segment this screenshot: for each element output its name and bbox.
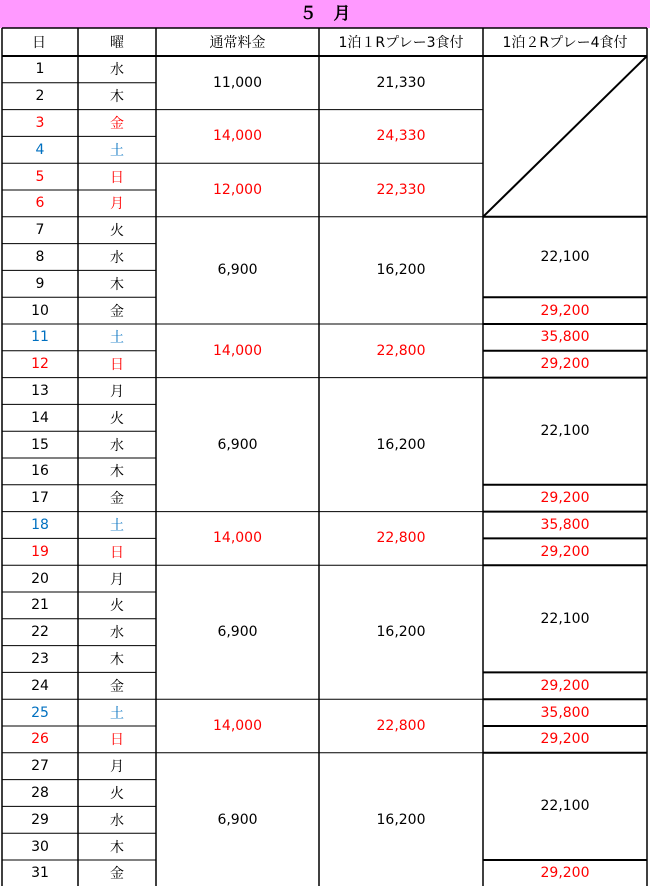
day-cell: 9 (35, 275, 45, 292)
plan-2r-cell: 29,200 (540, 302, 590, 319)
regular-fee-cell: 14,000 (213, 717, 262, 734)
header-weekday: 曜 (110, 35, 124, 51)
day-cell: 12 (31, 356, 49, 373)
day-cell: 15 (31, 436, 49, 453)
plan-2r-cell: 29,200 (540, 677, 590, 694)
day-cell: 18 (31, 516, 49, 533)
day-cell: 11 (31, 329, 49, 346)
weekday-cell: 土 (110, 330, 124, 347)
weekday-cell: 金 (110, 866, 124, 883)
day-cell: 3 (35, 114, 45, 131)
day-cell: 17 (31, 490, 49, 507)
plan-2r-cell: 22,100 (540, 610, 590, 627)
header-plan-2r: 1泊２Rプレー4食付 (502, 35, 628, 51)
plan-1r-cell: 22,330 (376, 181, 426, 198)
weekday-cell: 月 (110, 383, 124, 400)
not-available-cell (483, 56, 647, 217)
day-cell: 4 (35, 141, 45, 158)
day-cell: 25 (31, 704, 49, 721)
day-cell: 14 (31, 409, 49, 426)
day-cell: 24 (31, 677, 49, 694)
plan-2r-cell: 22,100 (540, 423, 590, 440)
weekday-cell: 月 (110, 759, 124, 776)
weekday-cell: 土 (110, 142, 124, 159)
day-cell: 30 (31, 838, 49, 855)
weekday-cell: 月 (110, 196, 124, 213)
weekday-cell: 木 (110, 839, 124, 856)
plan-1r-cell: 22,800 (376, 530, 426, 547)
day-cell: 22 (31, 624, 49, 641)
day-cell: 28 (31, 784, 49, 801)
weekday-cell: 金 (110, 115, 124, 132)
plan-2r-cell: 35,800 (540, 329, 590, 346)
plan-1r-cell: 16,200 (376, 811, 426, 828)
plan-1r-cell: 21,330 (376, 74, 426, 91)
weekday-cell: 金 (110, 491, 124, 508)
weekday-cell: 水 (110, 437, 124, 454)
plan-1r-cell: 16,200 (376, 262, 426, 279)
weekday-cell: 火 (110, 598, 124, 615)
weekday-cell: 木 (110, 651, 124, 668)
month-title: ５ 月 (0, 0, 650, 28)
weekday-cell: 金 (110, 303, 124, 320)
day-cell: 27 (31, 758, 49, 775)
header-day: 日 (32, 35, 46, 51)
weekday-cell: 木 (110, 276, 124, 293)
weekday-cell: 日 (110, 732, 124, 749)
plan-1r-cell: 22,800 (376, 717, 426, 734)
day-cell: 1 (35, 61, 45, 78)
regular-fee-cell: 6,900 (217, 811, 258, 828)
weekday-cell: 水 (110, 625, 124, 642)
weekday-cell: 火 (110, 785, 124, 802)
day-cell: 26 (31, 731, 49, 748)
day-cell: 23 (31, 650, 49, 667)
weekday-cell: 木 (110, 464, 124, 481)
plan-2r-cell: 29,200 (540, 356, 590, 373)
day-cell: 16 (31, 463, 49, 480)
day-cell: 31 (31, 865, 49, 882)
plan-2r-cell: 22,100 (540, 798, 590, 815)
weekday-cell: 火 (110, 223, 124, 240)
weekday-cell: 水 (110, 249, 124, 266)
day-cell: 19 (31, 543, 49, 560)
weekday-cell: 土 (110, 517, 124, 534)
weekday-cell: 水 (110, 812, 124, 829)
plan-1r-cell: 24,330 (376, 128, 426, 145)
weekday-cell: 月 (110, 571, 124, 588)
day-cell: 10 (31, 302, 49, 319)
plan-2r-cell: 29,200 (540, 490, 590, 507)
weekday-cell: 日 (110, 544, 124, 561)
day-cell: 21 (31, 597, 49, 614)
weekday-cell: 水 (110, 62, 124, 79)
weekday-cell: 金 (110, 678, 124, 695)
day-cell: 7 (35, 222, 45, 239)
day-cell: 8 (35, 248, 45, 265)
plan-2r-cell: 35,800 (540, 516, 590, 533)
regular-fee-cell: 12,000 (213, 181, 262, 198)
day-cell: 2 (35, 88, 45, 105)
plan-2r-cell: 35,800 (540, 704, 590, 721)
regular-fee-cell: 6,900 (217, 624, 258, 641)
regular-fee-cell: 14,000 (213, 342, 262, 359)
plan-2r-cell: 29,200 (540, 865, 590, 882)
regular-fee-cell: 6,900 (217, 436, 258, 453)
header-plan-1r: 1泊１Rプレー3食付 (338, 35, 464, 51)
weekday-cell: 日 (110, 169, 124, 186)
weekday-cell: 土 (110, 705, 124, 722)
weekday-cell: 日 (110, 357, 124, 374)
day-cell: 29 (31, 811, 49, 828)
header-regular-fee: 通常料金 (209, 35, 266, 51)
plan-1r-cell: 16,200 (376, 436, 426, 453)
regular-fee-cell: 14,000 (213, 128, 262, 145)
day-cell: 13 (31, 382, 49, 399)
regular-fee-cell: 14,000 (213, 530, 262, 547)
regular-fee-cell: 11,000 (213, 74, 262, 91)
plan-1r-cell: 22,800 (376, 342, 426, 359)
weekday-cell: 火 (110, 410, 124, 427)
plan-2r-cell: 22,100 (540, 248, 590, 265)
day-cell: 20 (31, 570, 49, 587)
day-cell: 6 (35, 195, 45, 212)
weekday-cell: 木 (110, 89, 124, 106)
regular-fee-cell: 6,900 (217, 262, 258, 279)
plan-2r-cell: 29,200 (540, 731, 590, 748)
day-cell: 5 (35, 168, 45, 185)
plan-2r-cell: 29,200 (540, 543, 590, 560)
plan-1r-cell: 16,200 (376, 624, 426, 641)
